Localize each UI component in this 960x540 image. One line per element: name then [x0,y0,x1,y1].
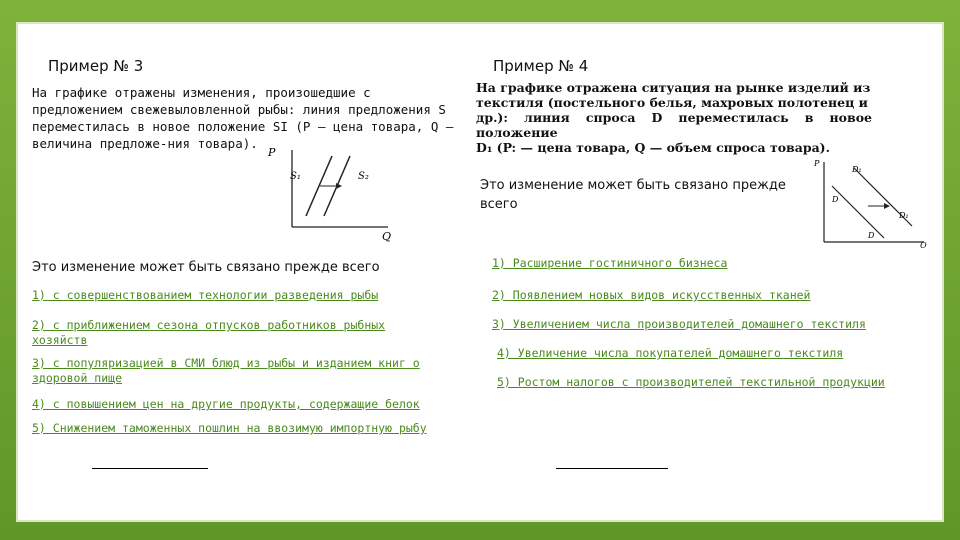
label-s1: S₁ [290,171,301,182]
example4-desc-line: На графике отражена ситуация на рынке изделий из [476,80,871,95]
label-d-left: D [832,195,839,204]
example3-title: Пример № 3 [48,57,144,75]
axis-q-label: Q [920,241,927,248]
example4-answer-line[interactable] [556,468,668,469]
example4-option-5[interactable]: 5) Ростом налогов с производителей текстильной продукции [497,375,885,389]
example4-desc-line: текстиля (постельного белья, махровых полотенец и [476,95,868,110]
example4-option-1[interactable]: 1) Расширение гостиничного бизнеса [492,256,728,270]
label-d-bottom: D [868,231,875,240]
example3-question: Это изменение может быть связано прежде всего [32,260,380,275]
example3-option-3[interactable]: 3) с популяризацией в СМИ блюд из рыбы и изданием книг о здоровой пище [32,356,420,385]
example4-option-4[interactable]: 4) Увеличение числа покупателей домашнего текстиля [497,346,844,360]
example4-question-line: Это изменение может быть связано прежде [480,178,786,193]
example4-desc-line: др.): линия спроса D переместилась в новое положение [476,110,872,140]
label-d1-right: D₁ [899,211,909,220]
example3-option-2[interactable]: 2) с приближением сезона отпусков работников рыбных хозяйств [32,318,386,347]
example3-desc-line: предложением свежевыловленной рыбы: линия предложения S [32,102,446,117]
example4-title: Пример № 4 [493,57,589,75]
axis-p-label: P [814,159,820,168]
example4-description [476,80,872,155]
example3-answer-line[interactable] [92,468,208,469]
example3-desc-line: переместилась в новое положение SI (P — цена товара, Q — [32,119,454,134]
shift-arrowhead [336,183,342,189]
example4-option-2[interactable]: 2) Появлением новых видов искусственных тканей [492,288,811,302]
label-d1-top: D₁ [852,165,862,174]
example3-option-1[interactable]: 1) с совершенствованием технологии разведения рыбы [32,288,379,302]
example3-desc-line: На графике отражены изменения, произошедшие с [32,85,371,100]
supply-shift-graph [260,142,400,247]
demand-shift-graph [812,156,932,248]
axis-q-label: Q [382,230,392,243]
example3-option-5[interactable]: 5) Снижением таможенных пошлин на ввозимую импортную рыбу [32,421,427,435]
example3-option-4[interactable]: 4) с повышением цен на другие продукты, содержащие белок [32,397,420,411]
axis-p-label: P [268,146,276,159]
example4-question-line: всего [480,197,518,212]
example3-desc-line: величина предложе-ния товара). [32,136,258,151]
example4-desc-line: D₁ (P: — цена товара, Q — объем спроса товара). [476,140,830,155]
label-s2: S₂ [358,171,369,182]
demand-line-d [832,186,884,238]
example4-option-3[interactable]: 3) Увеличением числа производителей домашнего текстиля [492,317,866,331]
example4-question [480,176,786,214]
